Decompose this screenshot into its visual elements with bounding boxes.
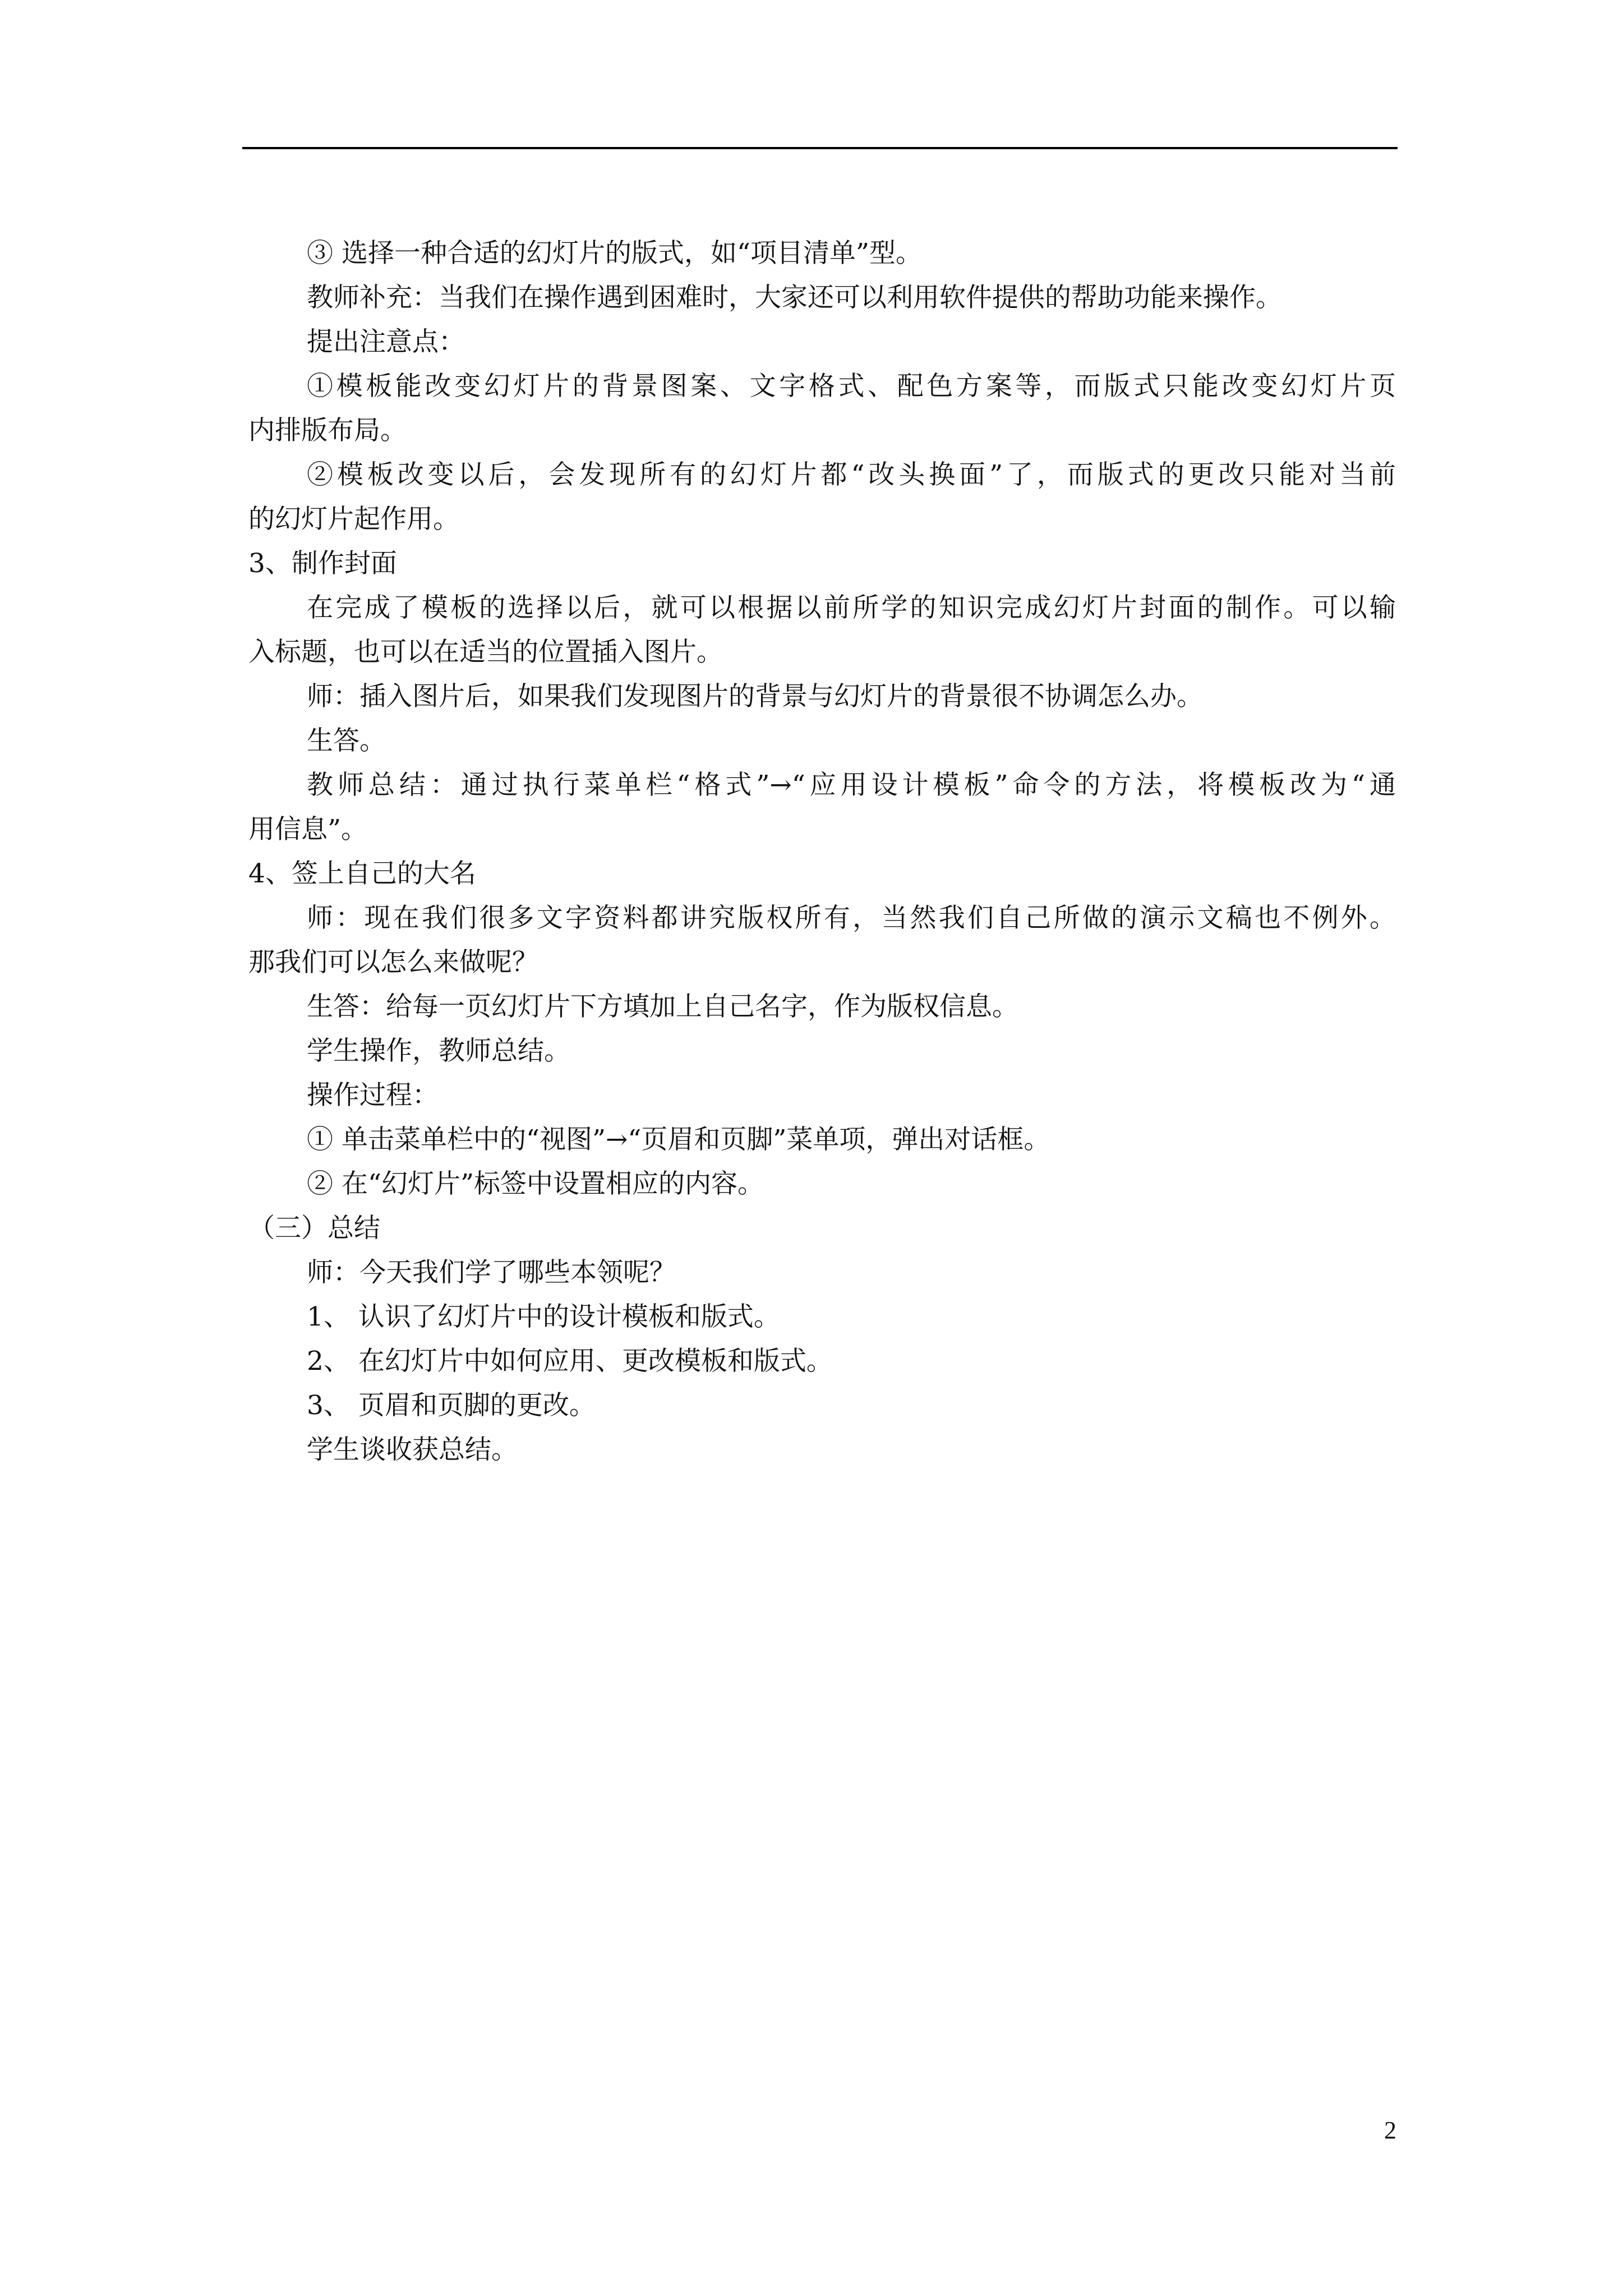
paragraph: 内排版布局。 [248, 415, 407, 446]
paragraph: ①模板能改变幻灯片的背景图案、文字格式、配色方案等，而版式只能改变幻灯片页 [307, 371, 1396, 402]
paragraph: 教师总结：通过执行菜单栏“格式”→“应用设计模板”命令的方法，将模板改为“通 [307, 770, 1396, 800]
paragraph: 用信息”。 [248, 814, 368, 845]
document-body [248, 231, 1396, 1472]
section-heading: 3、制作封面 [248, 548, 397, 579]
paragraph: 在完成了模板的选择以后，就可以根据以前所学的知识完成幻灯片封面的制作。可以输 [307, 592, 1396, 623]
section-heading: （三）总结 [248, 1213, 380, 1244]
list-item: ② 在“幻灯片”标签中设置相应的内容。 [307, 1168, 764, 1199]
list-item: 2、 在幻灯片中如何应用、更改模板和版式。 [307, 1346, 833, 1377]
paragraph: 生答。 [307, 725, 386, 756]
header-rule [242, 147, 1398, 149]
paragraph: 提出注意点： [307, 326, 465, 357]
paragraph: 学生操作，教师总结。 [307, 1036, 570, 1066]
page-number: 2 [1384, 2116, 1396, 2144]
paragraph: 学生谈收获总结。 [307, 1434, 518, 1465]
paragraph: 师：现在我们很多文字资料都讲究版权所有，当然我们自己所做的演示文稿也不例外。 [307, 903, 1396, 933]
paragraph: 那我们可以怎么来做呢？ [248, 947, 538, 978]
paragraph: ②模板改变以后，会发现所有的幻灯片都“改头换面”了，而版式的更改只能对当前 [307, 459, 1396, 490]
section-heading: 4、签上自己的大名 [248, 858, 476, 889]
paragraph: 生答：给每一页幻灯片下方填加上自己名字，作为版权信息。 [307, 991, 1018, 1022]
paragraph: 教师补充：当我们在操作遇到困难时，大家还可以利用软件提供的帮助功能来操作。 [307, 282, 1282, 313]
list-item: ① 单击菜单栏中的“视图”→“页眉和页脚”菜单项，弹出对话框。 [307, 1124, 1050, 1155]
paragraph: ③ 选择一种合适的幻灯片的版式，如“项目清单”型。 [307, 238, 922, 269]
paragraph: 入标题，也可以在适当的位置插入图片。 [248, 637, 723, 668]
list-item: 3、 页眉和页脚的更改。 [307, 1390, 596, 1421]
paragraph: 师：今天我们学了哪些本领呢？ [307, 1257, 676, 1288]
paragraph: 操作过程： [307, 1080, 439, 1111]
list-item: 1、 认识了幻灯片中的设计模板和版式。 [307, 1301, 780, 1332]
paragraph: 的幻灯片起作用。 [248, 504, 459, 535]
paragraph: 师：插入图片后，如果我们发现图片的背景与幻灯片的背景很不协调怎么办。 [307, 681, 1203, 712]
